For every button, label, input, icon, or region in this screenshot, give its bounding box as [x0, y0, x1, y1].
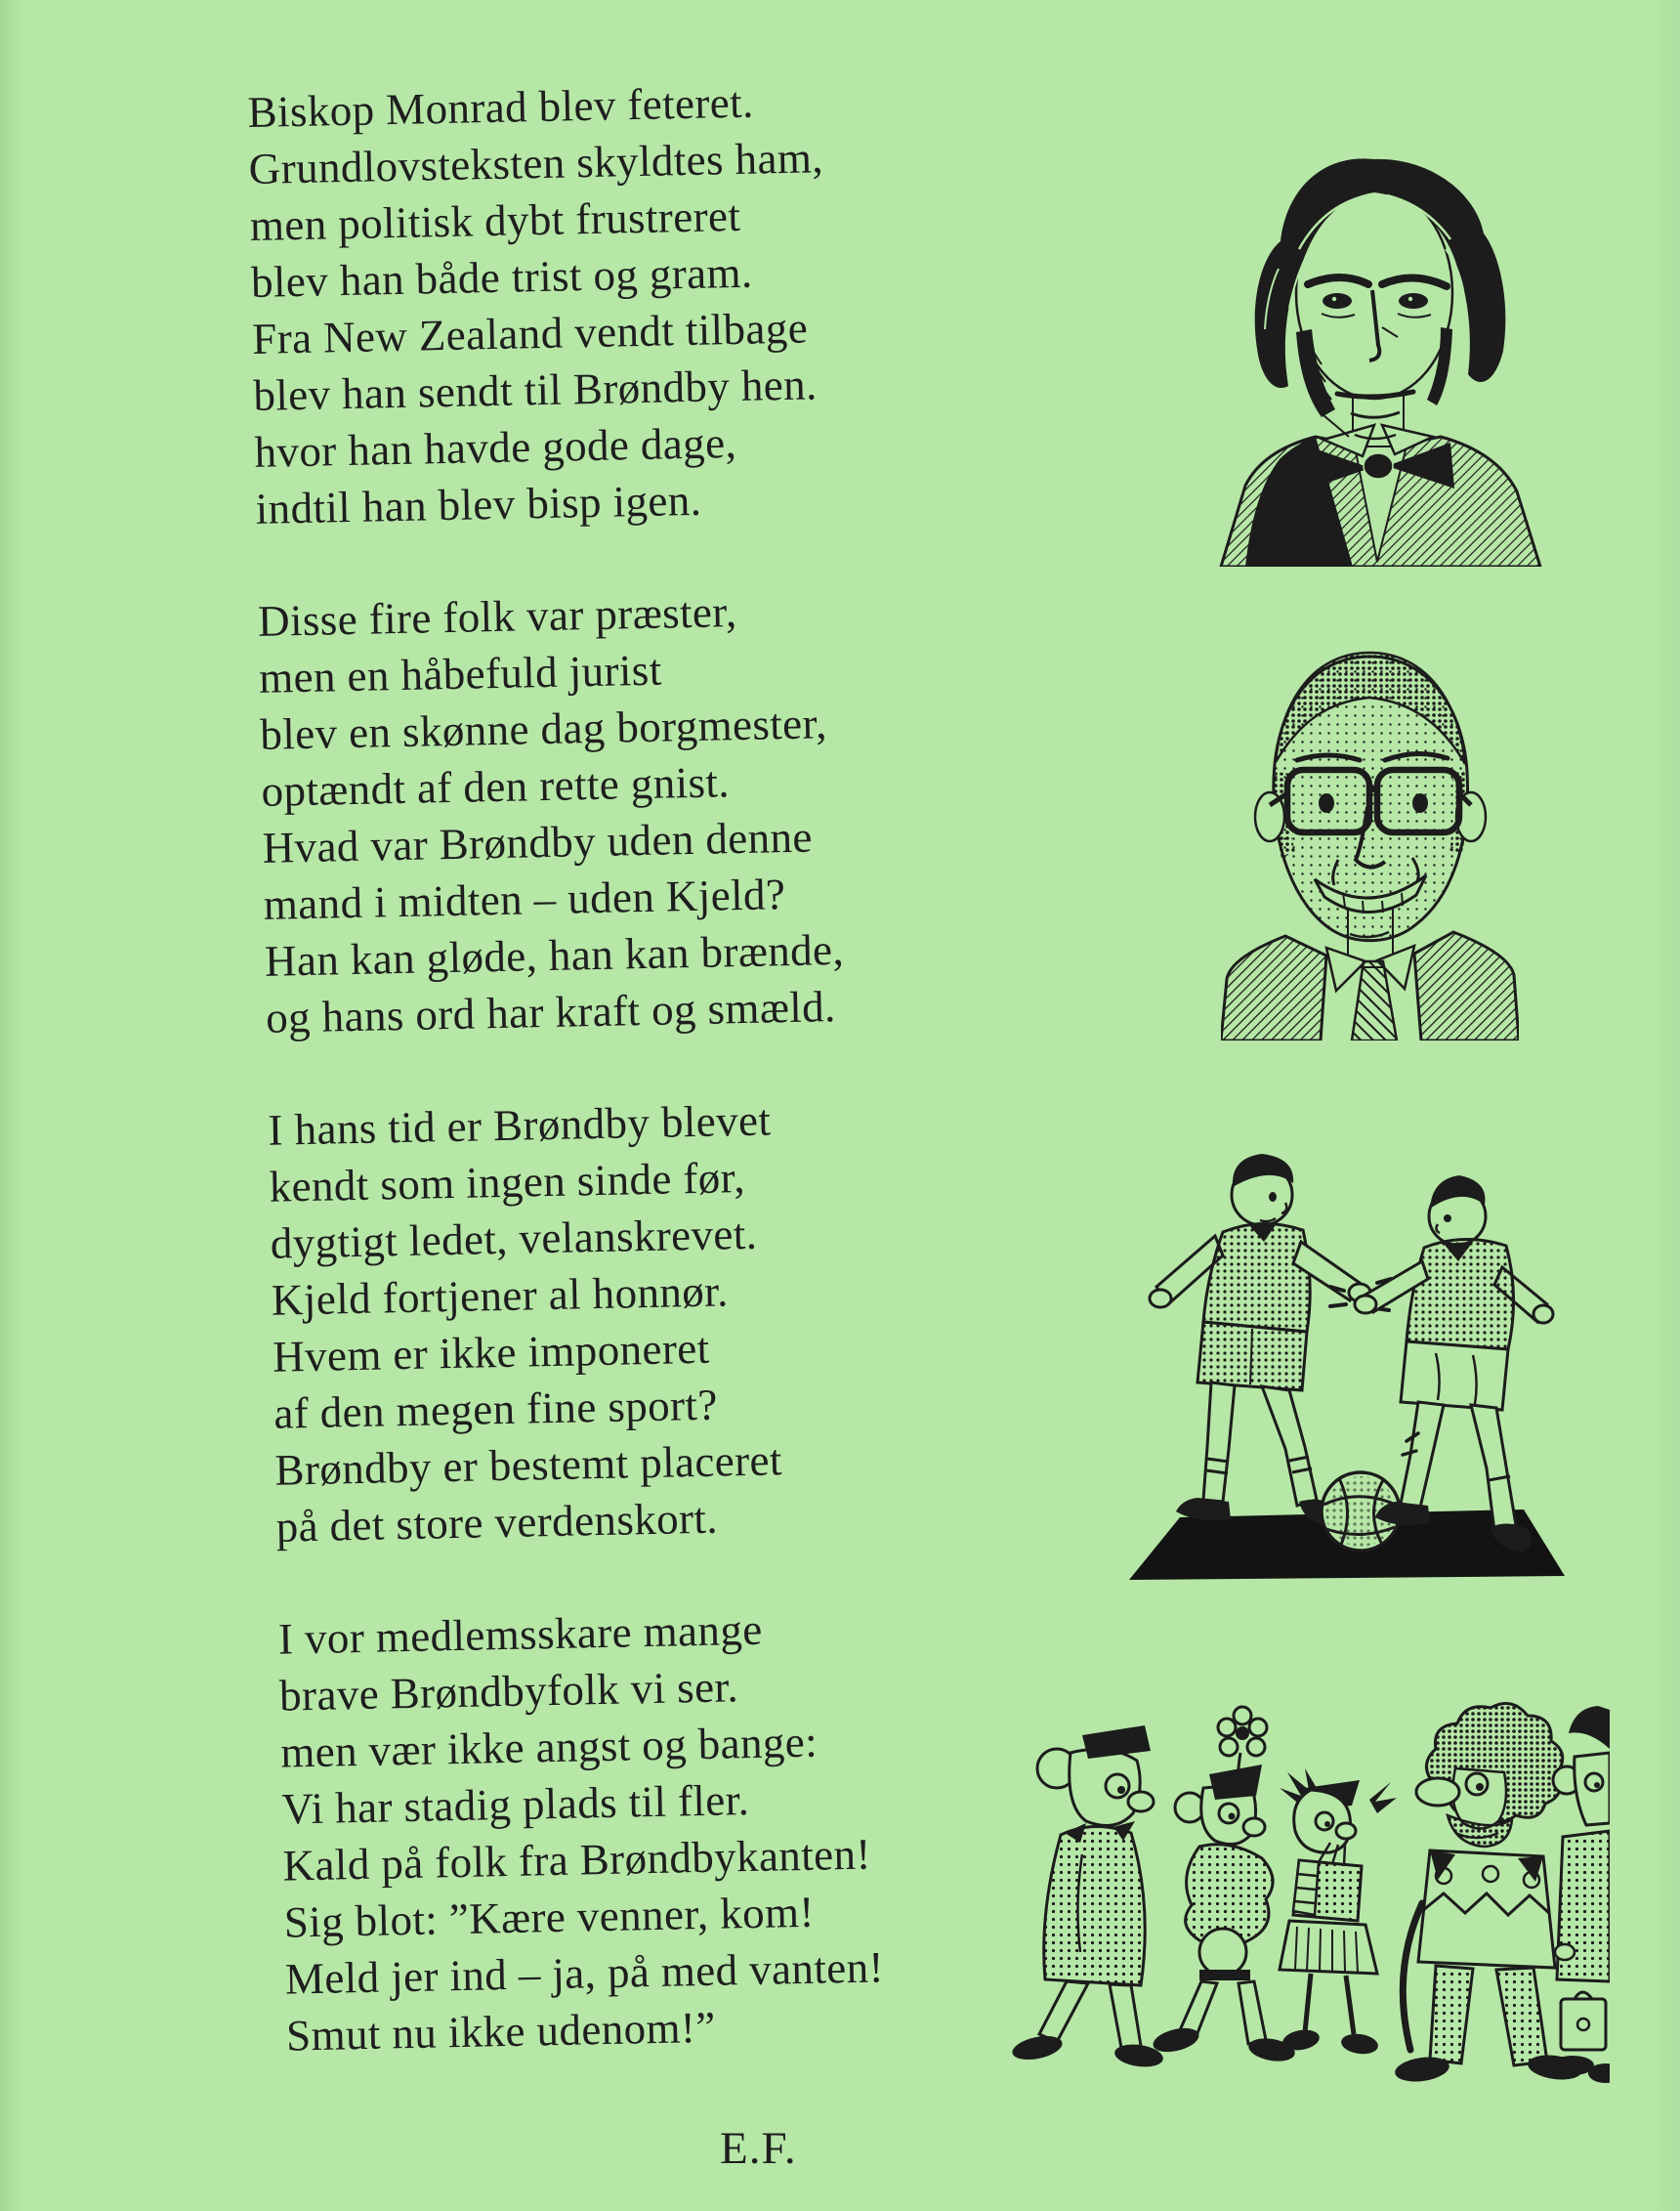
poem-line: Hvad var Brøndby uden denne	[262, 812, 814, 872]
poem-line: men politisk dybt frustreret	[249, 191, 741, 250]
poem-line: Brøndby er bestemt placeret	[273, 1435, 783, 1495]
poem-line: Kald på folk fra Brøndbykanten!	[282, 1829, 872, 1891]
poem-stanza-2	[257, 581, 864, 1046]
poem-line: Sig blot: ”Kære venner, kom!	[283, 1887, 816, 1947]
poem-line: I vor medlemsskare mange	[277, 1604, 764, 1664]
kjeld-portrait-illustration	[1221, 625, 1519, 1041]
poem-line: blev han både trist og gram.	[250, 247, 754, 307]
figure-football-players	[1113, 1119, 1577, 1597]
poem-line: optændt af den rette gnist.	[261, 757, 731, 816]
figure-kjeld-portrait	[1221, 625, 1519, 1041]
poem-stanza-1	[247, 72, 855, 537]
signature-initials: E.F.	[720, 2123, 797, 2174]
poem-line: indtil han blev bisp igen.	[255, 475, 702, 533]
figure-monrad-portrait	[1206, 103, 1553, 567]
poem-line: Meld jer ind – ja, på med vanten!	[284, 1942, 885, 2004]
poem-line: Vi har stadig plads til fler.	[280, 1775, 750, 1834]
poem-line: Disse fire folk var præster,	[257, 587, 737, 646]
poem-line: hvor han havde gode dage,	[254, 418, 737, 477]
poem-line: blev han sendt til Brøndby hen.	[252, 360, 819, 420]
poem-line: men en håbefuld jurist	[258, 645, 663, 702]
monrad-portrait-illustration	[1206, 103, 1553, 567]
poem-line: blev en skønne dag borgmester,	[259, 699, 828, 759]
poem-line: på det store verdenskort.	[275, 1493, 719, 1552]
poem-stanza-3	[268, 1089, 875, 1554]
poem-line: Biskop Monrad blev feteret.	[247, 77, 755, 137]
poem-line: Hvem er ikke imponeret	[272, 1323, 710, 1382]
football-players-illustration	[1113, 1119, 1577, 1597]
poem-line: men vær ikke angst og bange:	[279, 1717, 819, 1777]
poem-stanza-4	[277, 1598, 885, 2063]
poem-line: Fra New Zealand vendt tilbage	[251, 303, 809, 363]
poem-line: kendt som ingen sinde før,	[269, 1152, 746, 1212]
poem-line: Han kan gløde, han kan brænde,	[264, 924, 845, 986]
poem-line: dygtigt ledet, velanskrevet.	[270, 1209, 758, 1268]
poem-line: mand i midten – uden Kjeld?	[263, 870, 786, 929]
poem-line: Grundlovsteksten skyldtes ham,	[248, 133, 824, 193]
poem-line: af den megen fine sport?	[273, 1380, 719, 1438]
poem-line: Kjeld fortjener al honnør.	[271, 1266, 730, 1325]
poem	[247, 72, 887, 2120]
figure-cartoon-crowd	[996, 1659, 1610, 2091]
poem-line: og hans ord har kraft og smæld.	[265, 982, 837, 1042]
cartoon-crowd-illustration	[996, 1659, 1610, 2091]
poem-line: I hans tid er Brøndby blevet	[267, 1095, 772, 1155]
poem-line: Smut nu ikke udenom!”	[285, 2002, 717, 2061]
poem-line: brave Brøndbyfolk vi ser.	[278, 1662, 739, 1721]
